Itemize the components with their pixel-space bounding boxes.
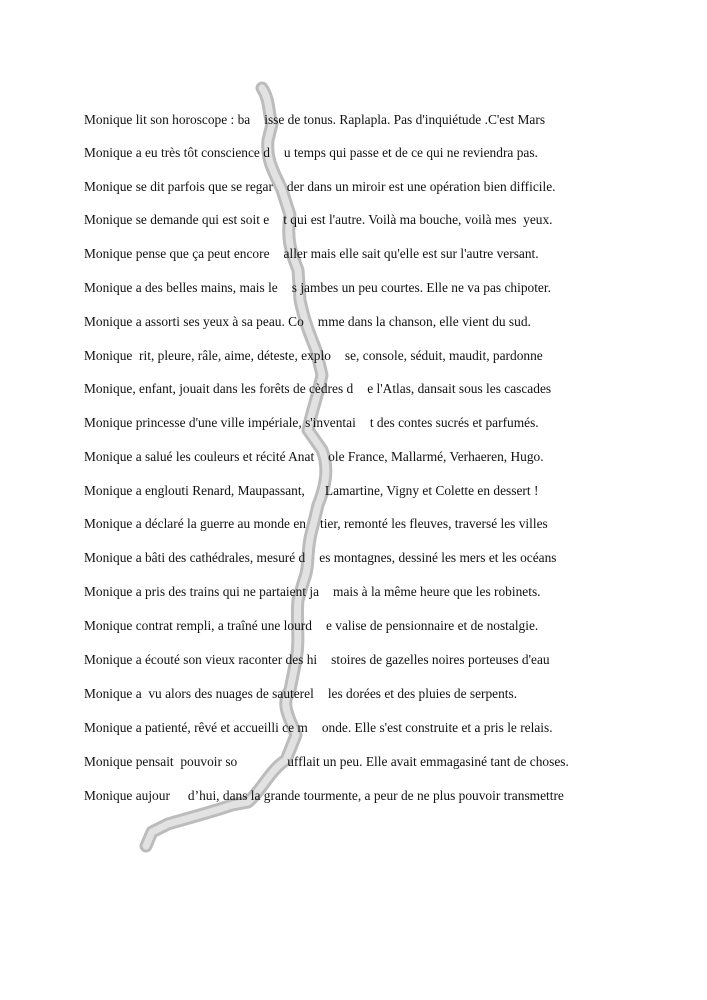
line-left-part: Monique se dit parfois que se regar — [84, 179, 273, 194]
line-right-part: es montagnes, dessiné les mers et les océans — [319, 550, 557, 565]
poem-line — [84, 314, 531, 330]
poem-line — [84, 550, 557, 566]
line-right-part: stoires de gazelles noires porteuses d'eau — [331, 652, 550, 667]
poem-line — [84, 754, 569, 770]
poem-line — [84, 112, 545, 128]
poem-line — [84, 584, 541, 600]
line-left-part: Monique a bâti des cathédrales, mesuré d — [84, 550, 306, 565]
line-right-part: aller mais elle sait qu'elle est sur l'autre versant. — [283, 246, 539, 261]
line-right-part: e l'Atlas, dansait sous les cascades — [367, 381, 552, 396]
line-right-part: t qui est l'autre. Voilà ma bouche, voilà mes yeux. — [283, 212, 553, 227]
line-right-part: se, console, séduit, maudit, pardonne — [344, 348, 543, 363]
line-left-part: Monique a assorti ses yeux à sa peau. Co — [84, 314, 304, 329]
line-right-part: isse de tonus. Raplapla. Pas d'inquiétude .C'est Mars — [264, 112, 546, 127]
line-left-part: Monique a vu alors des nuages de sauterel — [84, 686, 314, 701]
poem-line — [84, 246, 539, 262]
line-right-part: mme dans la chanson, elle vient du sud. — [317, 314, 531, 329]
line-left-part: Monique a pris des trains qui ne partaient ja — [84, 584, 320, 599]
poem-line — [84, 449, 544, 465]
line-left-part: Monique rit, pleure, râle, aime, déteste, explo — [84, 348, 331, 363]
line-left-part: Monique a écouté son vieux raconter des hi — [84, 652, 318, 667]
poem-line — [84, 179, 556, 195]
line-left-part: Monique a des belles mains, mais le — [84, 280, 278, 295]
line-right-part: s jambes un peu courtes. Elle ne va pas chipoter. — [291, 280, 551, 295]
line-right-part: mais à la même heure que les robinets. — [333, 584, 541, 599]
poem-line — [84, 618, 538, 634]
line-right-part: u temps qui passe et de ce qui ne reviendra pas. — [283, 145, 538, 160]
poem-line — [84, 415, 539, 431]
line-right-part: ole France, Mallarmé, Verhaeren, Hugo. — [328, 449, 544, 464]
line-left-part: Monique aujour — [84, 788, 170, 803]
poem-line — [84, 381, 551, 397]
line-left-part: Monique pense que ça peut encore — [84, 246, 270, 261]
line-left-part: Monique contrat rempli, a traîné une lourd — [84, 618, 312, 633]
line-left-part: Monique pensait pouvoir so — [84, 754, 238, 769]
line-left-part: Monique princesse d'une ville impériale, s'inventai — [84, 415, 356, 430]
line-right-part: les dorées et des pluies de serpents. — [327, 686, 518, 701]
line-right-part: onde. Elle s'est construite et a pris le relais. — [321, 720, 553, 735]
poem-line — [84, 516, 548, 532]
line-left-part: Monique a englouti Renard, Maupassant, — [84, 483, 305, 498]
line-left-part: Monique a patienté, rêvé et accueilli ce m — [84, 720, 308, 735]
line-right-part: t des contes sucrés et parfumés. — [369, 415, 539, 430]
poem-line — [84, 145, 538, 161]
line-left-part: Monique a déclaré la guerre au monde en — [84, 516, 306, 531]
poem-line — [84, 686, 517, 702]
poem-line — [84, 280, 551, 296]
line-right-part: e valise de pensionnaire et de nostalgie. — [325, 618, 539, 633]
line-right-part: tier, remonté les fleuves, traversé les villes — [319, 516, 548, 531]
poem-line — [84, 483, 538, 499]
line-left-part: Monique lit son horoscope : ba — [84, 112, 251, 127]
poem-line — [84, 212, 553, 228]
poem-line — [84, 788, 564, 804]
poem-line — [84, 720, 553, 736]
poem-line — [84, 652, 550, 668]
line-left-part: Monique a eu très tôt conscience d — [84, 145, 270, 160]
line-left-part: Monique se demande qui est soit e — [84, 212, 270, 227]
poem-line — [84, 348, 543, 364]
line-right-part: Lamartine, Vigny et Colette en dessert ! — [324, 483, 539, 498]
line-right-part: ufflait un peu. Elle avait emmagasiné tant de choses. — [287, 754, 569, 769]
line-right-part: d’hui, dans la grande tourmente, a peur de ne plus pouvoir transmettre — [187, 788, 564, 803]
line-left-part: Monique, enfant, jouait dans les forêts de cèdres d — [84, 381, 354, 396]
line-left-part: Monique a salué les couleurs et récité Anat — [84, 449, 315, 464]
line-right-part: der dans un miroir est une opération bien difficile. — [286, 179, 556, 194]
